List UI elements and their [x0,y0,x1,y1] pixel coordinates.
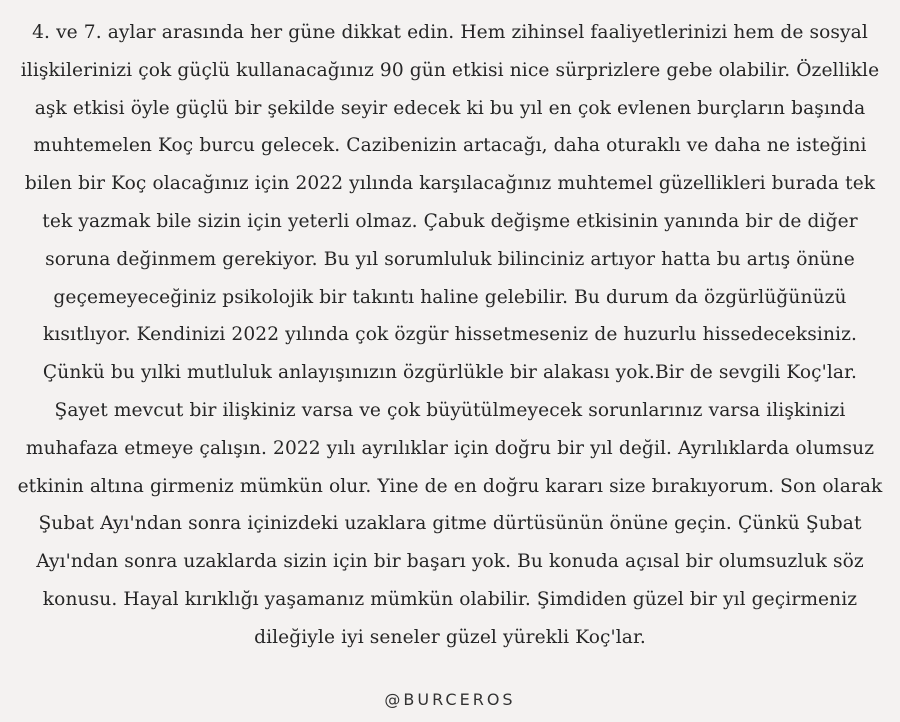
text-line: dileğiyle iyi seneler güzel yürekli Koç'lar. [254,626,646,648]
text-line: 4. ve 7. aylar arasında her güne dikkat edin. Hem zihinsel faaliyetlerinizi hem de sosyal [32,22,868,43]
text-line: ilişkilerinizi çok güçlü kullanacağınız 90 gün etkisi nice sürprizlere gebe olabilir. Özellikle [20,59,880,81]
text-line: muhtemelen Koç burcu gelecek. Cazibenizin artacağı, daha oturaklı ve daha ne isteğini [33,135,867,157]
text-line: Çünkü bu yılki mutluluk anlayışınızın özgürlükle bir alakası yok.Bir de sevgili Koç'lar. [42,362,858,384]
text-line: bilen bir Koç olacağınız için 2022 yılında karşılacağınız muhtemel güzellikleri burada tek [24,173,876,195]
text-line: konusu. Hayal kırıklığı yaşamanız mümkün olabilir. Şimdiden güzel bir yıl geçirmeniz [42,588,858,610]
text-line: etkinin altına girmeniz mümkün olur. Yine de en doğru kararı size bırakıyorum. Son olarak [17,475,883,497]
text-line: Şayet mevcut bir ilişkiniz varsa ve çok büyütülmeyecek sorunlarınız varsa ilişkinizi [54,399,846,421]
text-line: Şubat Ayı'ndan sonra içinizdeki uzaklara gitme dürtüsünün önüne geçin. Çünkü Şubat [38,513,862,535]
horoscope-text [0,14,900,657]
text-line: aşk etkisi öyle güçlü bir şekilde seyir edecek ki bu yıl en çok evlenen burçların başında [34,97,866,119]
text-line: soruna değinmem gerekiyor. Bu yıl sorumluluk bilinciniz artıyor hatta bu artış önüne [45,248,855,270]
text-line: tek yazmak bile sizin için yeterli olmaz. Çabuk değişme etkisinin yanında bir de diğer [42,210,858,232]
text-line: kısıtlıyor. Kendinizi 2022 yılında çok özgür hissetmeseniz de huzurlu hissedeceksiniz. [43,324,857,346]
text-line: geçemeyeceğiniz psikolojik bir takıntı haline gelebilir. Bu durum da özgürlüğünüzü [53,286,847,308]
text-line: muhafaza etmeye çalışın. 2022 yılı ayrılıklar için doğru bir yıl değil. Ayrılıklarda olumsuz [25,437,875,459]
text-line: Ayı'ndan sonra uzaklarda sizin için bir başarı yok. Bu konuda açısal bir olumsuzluk söz [36,551,864,573]
account-handle: @BURCEROS [384,690,516,709]
